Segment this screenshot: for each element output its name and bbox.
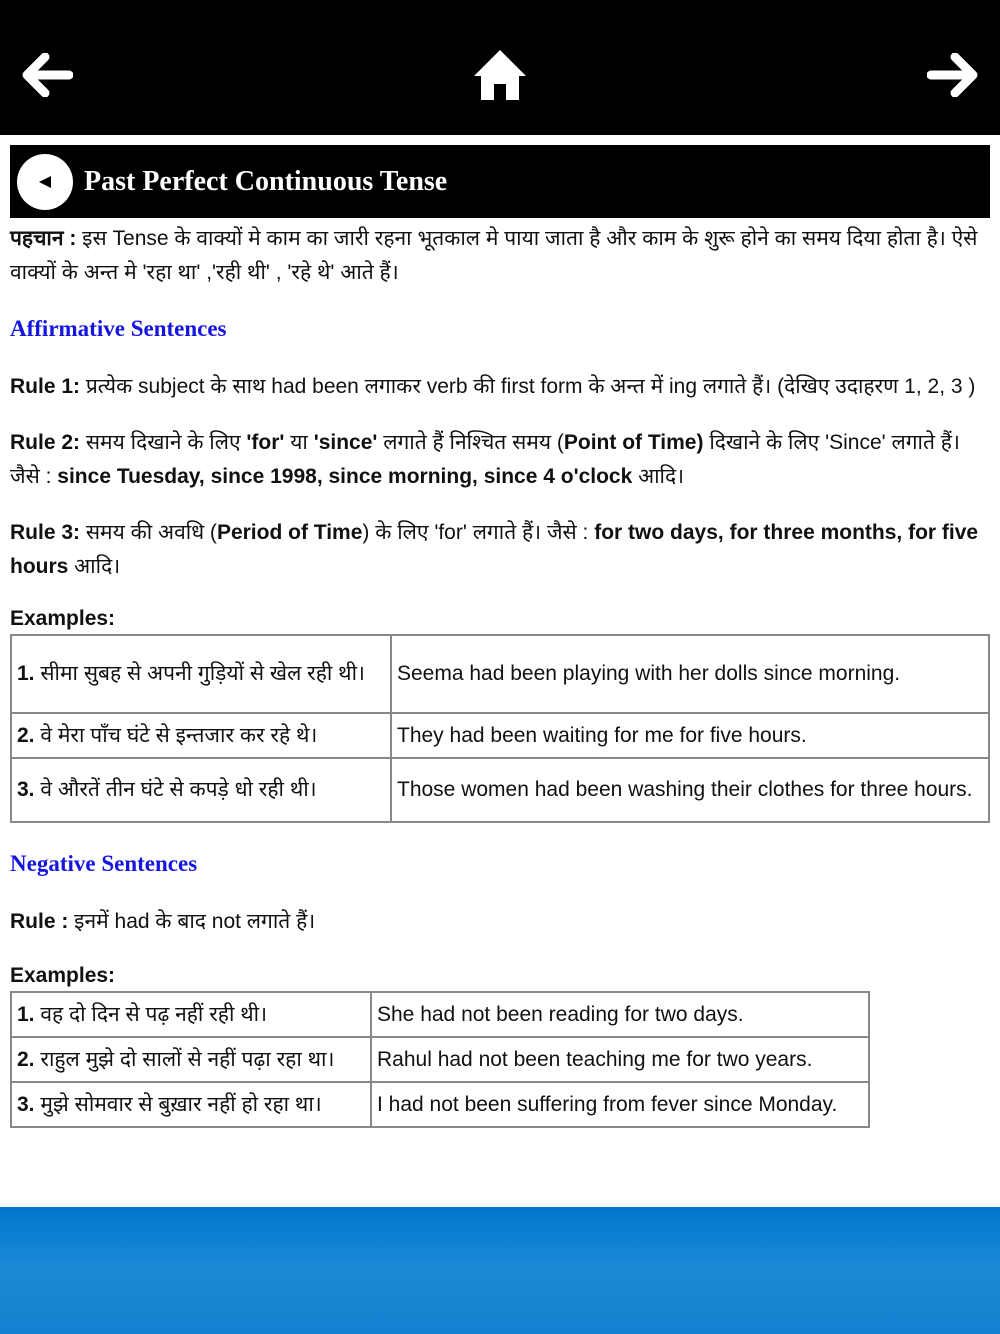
examples-label: Examples: <box>10 607 116 630</box>
example-number: 2. <box>17 723 35 747</box>
bold-text: since Tuesday, since 1998, since morning, since 4 o'clock <box>57 465 633 488</box>
text: समय दिखाने के लिए <box>85 431 247 454</box>
table-row <box>11 635 989 713</box>
bold-text: Period of Time <box>216 521 363 544</box>
english-sentence: They had been waiting for me for five hours. <box>391 713 989 758</box>
table-row <box>11 992 869 1037</box>
bold-text: for two days, for three months, for five hours <box>10 521 979 578</box>
english-sentence: Seema had been playing with her dolls since morning. <box>391 635 989 713</box>
example-number: 2. <box>17 1047 35 1071</box>
english-sentence: Those women had been washing their clothes for three hours. <box>391 758 989 822</box>
text: प्रत्येक subject के साथ had been लगाकर verb की first form के अन्त में ing लगाते हैं। (देखिए उदाहरण 1, 2, 3 ) <box>85 375 976 398</box>
arrow-right-icon <box>927 53 979 97</box>
text: आदि। <box>68 555 121 578</box>
play-back-icon <box>35 174 55 190</box>
negative-heading: Negative Sentences <box>10 851 198 876</box>
negative-examples-table <box>10 991 870 1128</box>
negative-rule <box>10 905 992 939</box>
rule-1 <box>10 370 992 404</box>
text: समय की अवधि ( <box>85 521 217 544</box>
text: आदि। <box>632 465 685 488</box>
bold-text: 'for' <box>246 431 285 454</box>
text: इनमें had के बाद not लगाते हैं। <box>74 910 316 933</box>
forward-button[interactable] <box>918 40 988 110</box>
bold-text: पहचान : <box>10 227 83 250</box>
english-sentence: Rahul had not been teaching me for two years. <box>371 1037 869 1082</box>
example-number: 1. <box>17 1002 35 1026</box>
text: या <box>284 431 314 454</box>
bottom-banner <box>0 1207 1000 1334</box>
bold-text: Rule 1: <box>10 375 86 398</box>
table-row <box>11 1037 869 1082</box>
table-row <box>11 758 989 822</box>
bold-text: Rule 3: <box>10 521 86 544</box>
lesson-content <box>10 222 992 1128</box>
text: दिखाने के लिए 'Since' लगाते हैं। जैसे : <box>10 431 960 488</box>
text: ) के लिए 'for' लगाते हैं। जैसे : <box>362 521 595 544</box>
hindi-sentence: राहुल मुझे दो सालों से नहीं पढ़ा रहा था। <box>34 1047 335 1071</box>
home-icon <box>472 48 528 102</box>
affirmative-examples-table <box>10 634 990 823</box>
rule-2 <box>10 426 992 494</box>
bold-text: Rule : <box>10 910 75 933</box>
hindi-sentence: वह दो दिन से पढ़ नहीं रही थी। <box>34 1002 268 1026</box>
text: इस Tense के वाक्यों मे काम का जारी रहना भूतकाल मे पाया जाता है और काम के शुरू होने का समय दिया होता है। ऐसे वाक्यों के अन्त मे 'रहा था' ,'रही थी' , 'रहे थे' आते हैं। <box>10 227 978 284</box>
affirmative-heading: Affirmative Sentences <box>10 316 227 341</box>
bold-text: Rule 2: <box>10 431 86 454</box>
table-row <box>11 713 989 758</box>
intro-paragraph <box>10 222 992 290</box>
example-number: 3. <box>17 1092 35 1116</box>
bold-text: Point of Time) <box>563 431 704 454</box>
arrow-left-icon <box>21 53 73 97</box>
hindi-sentence: वे मेरा पाँच घंटे से इन्तजार कर रहे थे। <box>34 723 318 747</box>
hindi-sentence: मुझे सोमवार से बुख़ार नहीं हो रहा था। <box>34 1092 322 1116</box>
speaker-button[interactable] <box>17 154 73 210</box>
home-button[interactable] <box>465 40 535 110</box>
example-number: 3. <box>17 778 35 801</box>
table-row <box>11 1082 869 1127</box>
hindi-sentence: वे औरतें तीन घंटे से कपड़े धो रही थी। <box>34 778 317 801</box>
rule-3 <box>10 516 992 584</box>
text: लगाते हैं निश्चित समय ( <box>377 431 564 454</box>
english-sentence: She had not been reading for two days. <box>371 992 869 1037</box>
title-bar <box>10 145 990 218</box>
english-sentence: I had not been suffering from fever since Monday. <box>371 1082 869 1127</box>
back-button[interactable] <box>12 40 82 110</box>
top-navigation-bar <box>0 0 1000 135</box>
page-title: Past Perfect Continuous Tense <box>84 165 448 197</box>
bold-text: 'since' <box>313 431 378 454</box>
hindi-sentence: सीमा सुबह से अपनी गुड़ियों से खेल रही थी। <box>34 662 365 685</box>
examples-label: Examples: <box>10 964 116 987</box>
example-number: 1. <box>17 662 35 685</box>
